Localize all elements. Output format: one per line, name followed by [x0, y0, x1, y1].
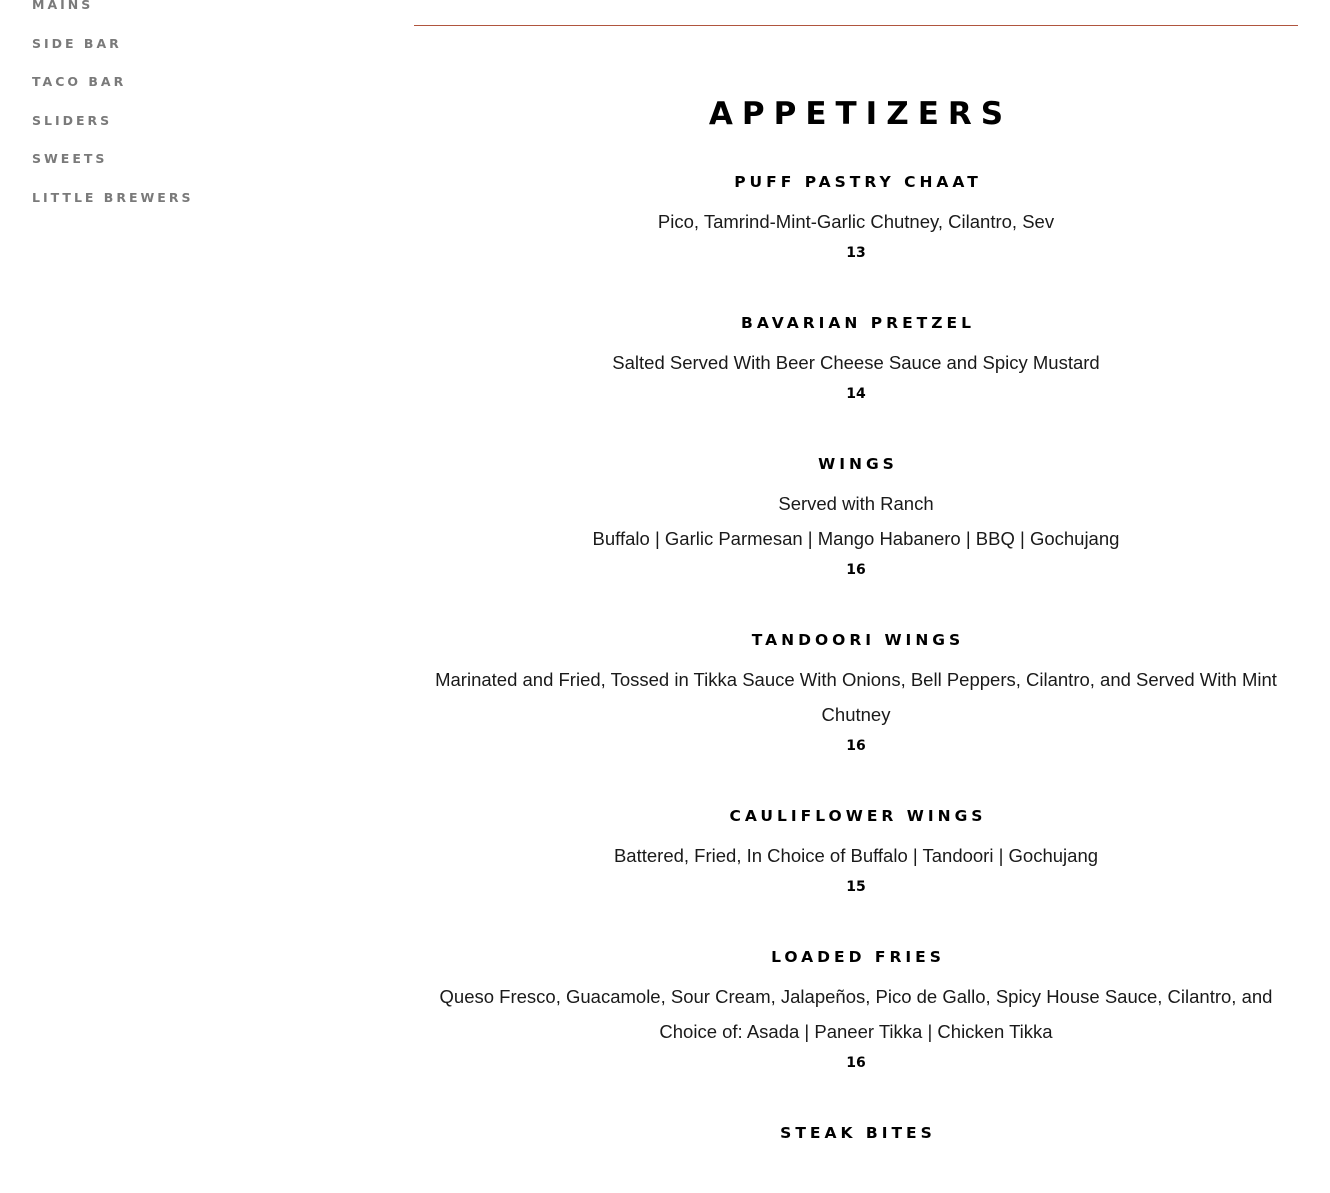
menu-item — [414, 313, 1298, 404]
nav-link-side-bar[interactable]: SIDE BAR — [32, 35, 122, 51]
menu-item — [414, 1123, 1298, 1143]
item-name: PUFF PASTRY CHAAT — [734, 173, 982, 191]
nav-item-sweets — [32, 147, 332, 186]
menu-item — [414, 947, 1298, 1073]
item-description: Battered, Fried, In Choice of Buffalo | Tandoori | Gochujang — [613, 845, 1099, 866]
category-nav — [32, 0, 332, 225]
section-title: APPETIZERS — [708, 96, 1013, 132]
nav-item-mains — [32, 0, 332, 32]
item-description: Marinated and Fried, Tossed in Tikka Sauce With Onions, Bell Peppers, Cilantro, and Served With Mint Chutney — [435, 669, 1277, 725]
item-sauce-options: Buffalo | Garlic Parmesan | Mango Habanero | BBQ | Gochujang — [592, 528, 1120, 549]
section-divider — [414, 25, 1298, 26]
item-name: STEAK BITES — [780, 1124, 936, 1142]
nav-item-sliders — [32, 109, 332, 148]
item-price: 16 — [846, 562, 866, 578]
item-name: LOADED FRIES — [771, 948, 945, 966]
menu-section — [414, 90, 1298, 1193]
item-price: 13 — [846, 245, 866, 261]
menu-item — [414, 454, 1298, 580]
item-description: Served with Ranch — [778, 493, 934, 514]
nav-link-little-brewers[interactable]: LITTLE BREWERS — [32, 189, 194, 205]
nav-link-sweets[interactable]: SWEETS — [32, 151, 108, 167]
nav-item-side-bar — [32, 32, 332, 71]
item-name: WINGS — [818, 455, 898, 473]
nav-link-taco-bar[interactable]: TACO BAR — [32, 74, 127, 90]
menu-item — [414, 630, 1298, 756]
item-name: BAVARIAN PRETZEL — [741, 314, 975, 332]
item-description: Pico, Tamrind-Mint-Garlic Chutney, Cilantro, Sev — [657, 211, 1055, 232]
item-price: 15 — [846, 879, 866, 895]
item-description: Salted Served With Beer Cheese Sauce and Spicy Mustard — [612, 352, 1100, 373]
item-description: Queso Fresco, Guacamole, Sour Cream, Jalapeños, Pico de Gallo, Spicy House Sauce, Cilantro, and Choice of: Asada | Paneer Tikka | Chicken Tikka — [439, 986, 1273, 1042]
nav-link-sliders[interactable]: SLIDERS — [32, 112, 113, 128]
menu-item — [414, 806, 1298, 897]
menu-item — [414, 172, 1298, 263]
item-name: CAULIFLOWER WINGS — [729, 807, 987, 825]
nav-item-taco-bar — [32, 70, 332, 109]
item-price: 16 — [846, 738, 866, 754]
item-price: 14 — [846, 386, 866, 402]
item-price: 16 — [846, 1055, 866, 1071]
nav-link-mains[interactable]: MAINS — [32, 0, 94, 12]
item-name: TANDOORI WINGS — [751, 631, 965, 649]
nav-item-little-brewers — [32, 186, 332, 225]
